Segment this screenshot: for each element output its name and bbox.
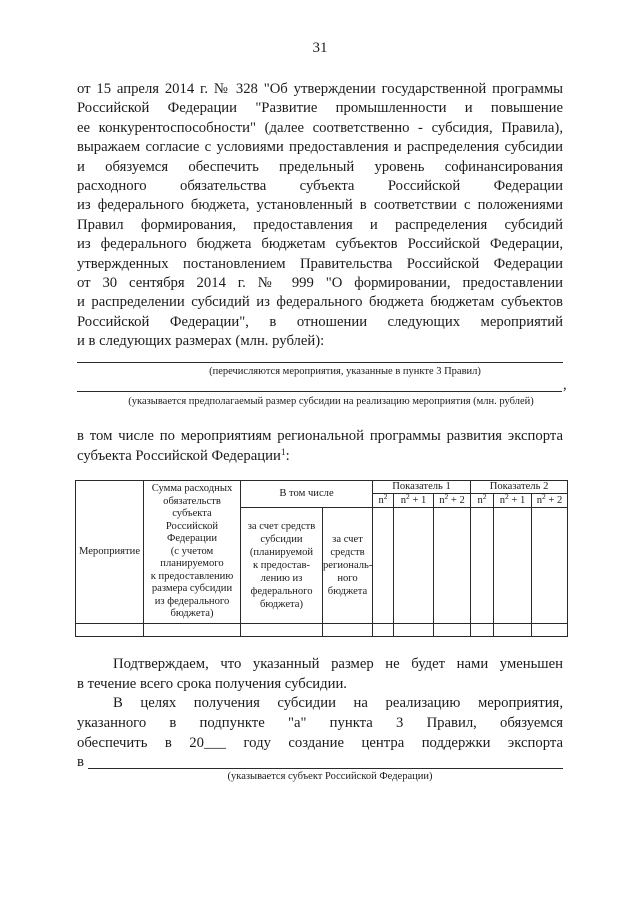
period-base: n (477, 494, 483, 506)
intro-line: от 30 сентября 2014 г. № 999 "О формировании, предоставлении (77, 274, 563, 291)
indicator-value-cell (471, 508, 494, 624)
period-sup: 2 (482, 491, 487, 501)
intro-line: из федерального бюджета бюджетам субъектов Российской Федерации, (77, 236, 563, 253)
page-number: 31 (312, 40, 328, 56)
period-base: n (400, 494, 406, 506)
export-program-text: субъекта Российской Федерации (77, 447, 281, 464)
confirmation-line: Подтверждаем, что указанный размер не будет нами уменьшен (113, 656, 563, 672)
export-program-colon: : (285, 447, 290, 464)
intro-line: ее конкурентоспособности" (далее соответственно - субсидия, Правила), (77, 119, 563, 136)
table-empty-cell (532, 624, 568, 637)
table-empty-cell (323, 624, 373, 637)
table-header-row (76, 481, 568, 494)
period-base: n (439, 494, 445, 506)
intro-line: и распределении субсидий из федерального бюджета бюджетам субъектов (77, 294, 563, 311)
amount-header-line: бюджета) (170, 608, 214, 620)
intro-line: и в следующих размерах (млн. рублей): (77, 333, 325, 350)
table-empty-cell (373, 624, 394, 637)
amount-header-cell (144, 481, 241, 624)
amount-header-line: Российской (165, 520, 219, 532)
indicator-1-header: Показатель 1 (392, 481, 451, 492)
period-sup: 2 (542, 491, 546, 501)
export-measures-table (75, 480, 568, 637)
amount-blank-comma: , (563, 377, 567, 393)
export-program-line: в том числе по мероприятиям региональной программы развития экспорта (77, 428, 563, 444)
obligation-line: обеспечить в 20___ году создание центра поддержки экспорта (77, 734, 563, 751)
period-header-cell (373, 491, 394, 508)
measure-header-cell (76, 481, 144, 624)
amount-blank-caption: (указывается предполагаемый размер субсидии на реализацию мероприятия (млн. рублей) (128, 396, 534, 407)
intro-line: от 15 апреля 2014 г. № 328 "Об утверждении государственной программы (77, 81, 563, 97)
indicator-value-cell (532, 508, 568, 624)
intro-line: и обязуемся обеспечить предельный уровень софинансирования (77, 158, 563, 175)
export-program-line (77, 447, 563, 467)
period-header-cell (434, 491, 471, 508)
subsidy-funds-header-cell (241, 508, 323, 624)
region-blank-caption: (указывается субъект Российской Федерации) (227, 771, 433, 782)
subsidy-funds-line: за счет средств (247, 521, 316, 532)
period-sup: 2 (405, 491, 410, 501)
table-row (76, 624, 568, 637)
table-empty-cell (144, 624, 241, 637)
intro-line: утвержденных постановлением Правительства Российской Федерации (77, 255, 563, 272)
intro-paragraph (77, 80, 563, 351)
period-suffix: + 2 (448, 494, 465, 506)
amount-header-line: к предоставлению (150, 570, 234, 582)
measure-header: Мероприятие (78, 546, 141, 557)
intro-line: из федерального бюджета, установленный в соответствии с положениями (77, 197, 563, 214)
period-header-cell (532, 491, 568, 508)
amount-blank-line (77, 391, 562, 392)
indicator-2-header: Показатель 2 (489, 481, 549, 492)
subsidy-funds-line: к предостав- (253, 560, 310, 571)
amount-header-line: Федерации (166, 533, 218, 545)
period-header-cell (494, 491, 532, 508)
footnote-reference: 1 (280, 447, 286, 458)
obligation-line: указанного в подпункте "а" пункта 3 Правил, обязуемся (77, 715, 563, 732)
subsidy-funds-line: (планируемой (249, 547, 314, 558)
amount-header-line: субъекта (172, 508, 212, 520)
including-header-cell (241, 481, 373, 508)
table-empty-cell (394, 624, 434, 637)
regional-funds-header-cell (323, 508, 373, 624)
regional-funds-line: средств (330, 547, 365, 558)
indicator-value-cell (494, 508, 532, 624)
period-header-cell (471, 491, 494, 508)
regional-funds-line: региональ- (323, 560, 373, 571)
region-blank-line (88, 768, 563, 769)
subsidy-funds-line: бюджета) (259, 599, 304, 610)
period-suffix: + 1 (409, 494, 427, 506)
measures-blank-line (77, 362, 563, 363)
closing-paragraphs (77, 655, 563, 773)
amount-header-line: (с учетом (170, 545, 214, 557)
amount-header-line: Сумма расходных (151, 483, 233, 495)
intro-line: расходного обязательства субъекта Российской Федерации (77, 177, 563, 194)
table-empty-cell (471, 624, 494, 637)
including-header: В том числе (279, 488, 334, 499)
amount-header-line: размера субсидии (151, 583, 233, 595)
export-program-paragraph (77, 427, 563, 466)
period-suffix: + 2 (545, 494, 563, 506)
table-empty-cell (76, 624, 144, 637)
amount-header-line: обязательств (163, 495, 221, 507)
period-sup: 2 (505, 491, 509, 501)
table-empty-cell (494, 624, 532, 637)
period-sup: 2 (383, 491, 388, 501)
intro-line: Правил формирования, предоставления и распределения субсидий (77, 216, 563, 233)
obligation-line: В целях получения субсидии на реализацию мероприятия, (113, 695, 563, 712)
regional-funds-line: ного (337, 573, 358, 584)
period-base: n (536, 494, 543, 506)
confirmation-line: в течение всего срока получения субсидии. (77, 675, 347, 692)
indicator-value-cell (434, 508, 471, 624)
indicator-value-cell (394, 508, 434, 624)
subsidy-funds-line: субсидии (260, 534, 303, 545)
intro-line: Российской Федерации", в отношении следующих мероприятий (77, 313, 563, 330)
table-empty-cell (434, 624, 471, 637)
indicator-value-cell (373, 508, 394, 624)
regional-funds-line: за счет (332, 534, 363, 545)
period-header-cell (394, 491, 434, 508)
period-sup: 2 (444, 491, 449, 501)
subsidy-funds-line: федерального (250, 586, 313, 597)
period-base: n (499, 494, 506, 506)
table-empty-cell (241, 624, 323, 637)
intro-line: Российской Федерации "Развитие промышленности и повышение (77, 100, 563, 117)
measures-blank-caption: (перечисляются мероприятия, указанные в пункте 3 Правил) (209, 366, 481, 377)
period-base: n (378, 494, 384, 506)
regional-funds-line: бюджета (327, 586, 368, 597)
subsidy-funds-line: лению из (260, 573, 303, 584)
period-suffix: + 1 (508, 494, 526, 506)
obligation-last-prefix: в (77, 754, 84, 771)
amount-header-line: планируемого (160, 558, 224, 570)
intro-line: выражаем согласие с условиями предоставления и распределения субсидии (77, 139, 563, 156)
amount-header-line: из федерального (154, 595, 230, 607)
